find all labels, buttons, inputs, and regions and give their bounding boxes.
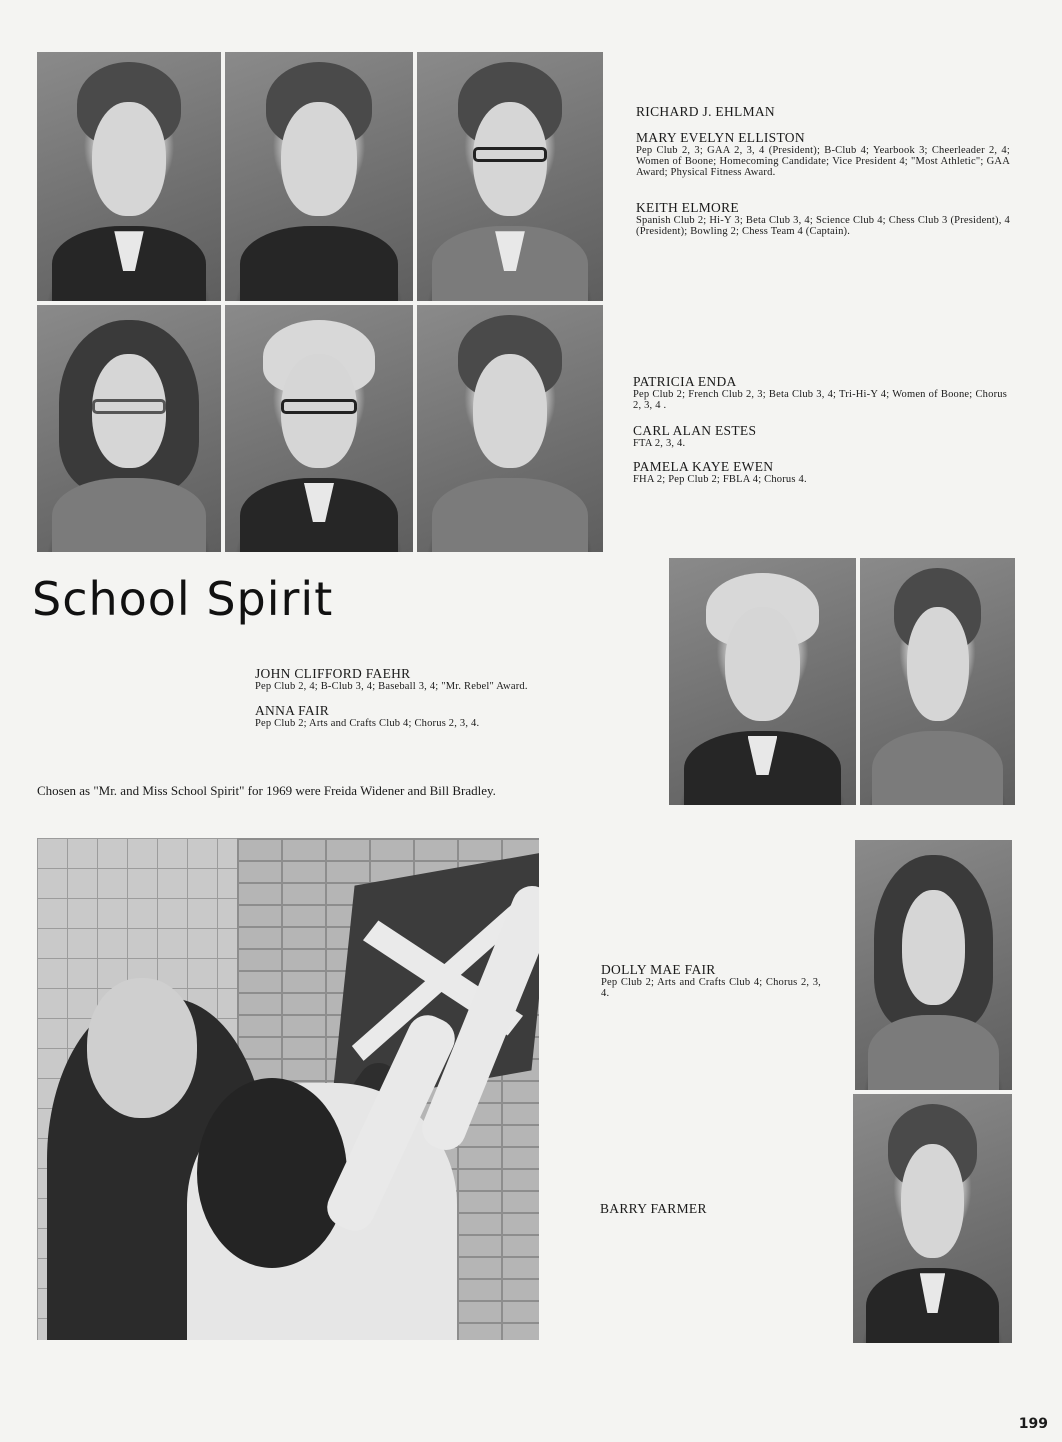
student-name: RICHARD J. EHLMAN [636, 104, 775, 119]
student-activities: Pep Club 2; Arts and Crafts Club 4; Chorus 2, 3, 4. [601, 977, 821, 999]
student-activities: Pep Club 2, 3; GAA 2, 3, 4 (President); B-Club 4; Yearbook 3; Cheerleader 2, 4; Women of Boone; Homecoming Candidate; Vice President 4; "Most Athletic"; GAA Award; Physical Fitness Award. [636, 145, 1010, 178]
bio-carl-estes [633, 423, 1007, 449]
page-heading: School Spirit [32, 572, 334, 626]
student-activities: FHA 2; Pep Club 2; FBLA 4; Chorus 4. [633, 474, 807, 485]
student-name: PATRICIA ENDA [633, 374, 737, 389]
portrait-john-faehr [669, 558, 856, 805]
portrait-dolly-fair [855, 840, 1012, 1090]
student-name: MARY EVELYN ELLISTON [636, 130, 805, 145]
portrait-richard-ehlman [37, 52, 221, 301]
bio-keith-elmore [636, 200, 1010, 237]
portrait-anna-fair [860, 558, 1015, 805]
student-activities: Pep Club 2; French Club 2, 3; Beta Club 3, 4; Tri-Hi-Y 4; Women of Boone; Chorus 2, 3, 4 . [633, 389, 1007, 411]
bio-pamela-ewen [633, 459, 1007, 485]
student-activities: Pep Club 2; Arts and Crafts Club 4; Chorus 2, 3, 4. [255, 718, 480, 729]
student-activities: Spanish Club 2; Hi-Y 3; Beta Club 3, 4; Science Club 4; Chess Club 3 (President), 4 (President); Bowling 2; Chess Team 4 (Captain). [636, 215, 1010, 237]
student-name: BARRY FARMER [600, 1201, 707, 1216]
bio-john-faehr [255, 666, 635, 692]
candid-photo-school-spirit [37, 838, 539, 1340]
student-name: CARL ALAN ESTES [633, 423, 757, 438]
bio-richard-ehlman [636, 104, 1010, 119]
student-activities: Pep Club 2, 4; B-Club 3, 4; Baseball 3, 4; "Mr. Rebel" Award. [255, 681, 528, 692]
bio-dolly-fair [601, 962, 821, 999]
portrait-barry-farmer [853, 1094, 1012, 1343]
portrait-keith-elmore [417, 52, 603, 301]
portrait-carl-estes [225, 305, 413, 552]
bio-barry-farmer [600, 1201, 820, 1216]
bio-mary-elliston [636, 130, 1010, 178]
photo-caption: Chosen as "Mr. and Miss School Spirit" for 1969 were Freida Widener and Bill Bradley. [37, 783, 496, 798]
student-name: ANNA FAIR [255, 703, 330, 718]
student-activities: FTA 2, 3, 4. [633, 438, 686, 449]
student-name: KEITH ELMORE [636, 200, 739, 215]
student-name: JOHN CLIFFORD FAEHR [255, 666, 411, 681]
bio-patricia-enda [633, 374, 1007, 411]
portrait-patricia-enda [37, 305, 221, 552]
student-name: PAMELA KAYE EWEN [633, 459, 774, 474]
portrait-mary-elliston [225, 52, 413, 301]
portrait-pamela-ewen [417, 305, 603, 552]
page-number: 199 [1018, 1416, 1048, 1432]
bio-anna-fair [255, 703, 585, 729]
student-name: DOLLY MAE FAIR [601, 962, 716, 977]
